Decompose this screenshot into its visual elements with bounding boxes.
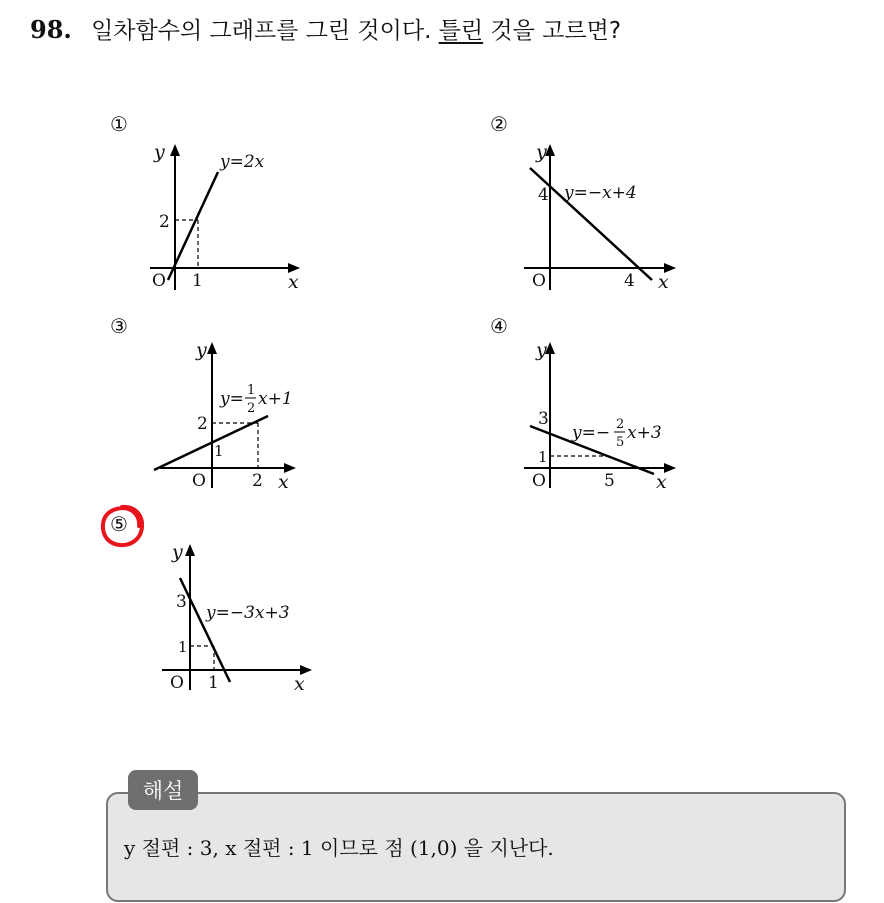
svg-text:y=−: y=− [572,423,611,443]
graph-5 [150,540,330,700]
x-axis-label: x [288,271,299,293]
equation-label: y=−x+4 [564,183,637,203]
y-tick-2-label: 3 [538,409,549,429]
y-tick-1-label: 1 [178,638,188,656]
explanation-title: 해설 [128,770,198,810]
graph-2 [520,140,690,300]
choice-4-label[interactable]: ④ [490,314,508,338]
svg-text:y=: y= [220,389,244,409]
x-tick-label: 2 [252,471,263,491]
y-axis-label: y [196,339,207,361]
question-number: 98. [30,15,72,44]
question-text: 일차함수의 그래프를 그린 것이다. 틀린 것을 고르면? [91,18,622,44]
svg-text:5: 5 [616,435,625,450]
y-tick-label: 2 [159,212,170,232]
choice-3-label[interactable]: ③ [110,314,128,338]
equation-label [571,417,662,450]
x-axis-label: x [656,471,667,493]
svg-text:x+1: x+1 [258,389,293,409]
origin-label: O [152,271,166,291]
x-axis-label: x [294,673,305,695]
svg-text:2: 2 [616,417,625,432]
graph-4 [520,338,690,498]
equation-label [219,383,293,416]
y-tick-1-label: 1 [214,442,224,460]
origin-label: O [192,471,206,491]
x-tick-label: 5 [604,471,615,491]
origin-label: O [532,471,546,491]
y-axis-label: y [536,141,547,163]
y-axis-label: y [154,141,165,163]
svg-text:1: 1 [247,383,256,398]
origin-label: O [532,271,546,291]
svg-text:2: 2 [247,401,256,416]
y-axis-label: y [172,541,183,563]
equation-label: y=−3x+3 [206,603,290,623]
y-axis-label: y [536,339,547,361]
x-axis-label: x [278,471,289,493]
y-tick-2-label: 3 [176,592,187,612]
y-tick-2-label: 2 [197,414,208,434]
origin-label: O [170,673,184,693]
y-tick-label: 4 [538,185,549,205]
x-tick-label: 4 [624,271,635,291]
x-axis-label: x [658,271,669,293]
graph-3 [150,338,320,498]
graph-1 [140,140,310,300]
question [30,12,621,45]
x-tick-label: 1 [208,673,219,693]
choice-5-label[interactable]: ⑤ [110,512,128,536]
choice-1-label[interactable]: ① [110,112,128,136]
choice-2-label[interactable]: ② [490,112,508,136]
explanation-text: y 절편 : 3, x 절편 : 1 이므로 점 (1,0) 을 지난다. [124,836,554,860]
equation-label: y=2x [220,152,265,172]
svg-text:x+3: x+3 [627,423,662,443]
answer-circle-mark [98,502,146,550]
underlined-word: 틀린 [438,18,484,44]
x-tick-label: 1 [192,271,203,291]
y-tick-1-label: 1 [538,448,548,466]
